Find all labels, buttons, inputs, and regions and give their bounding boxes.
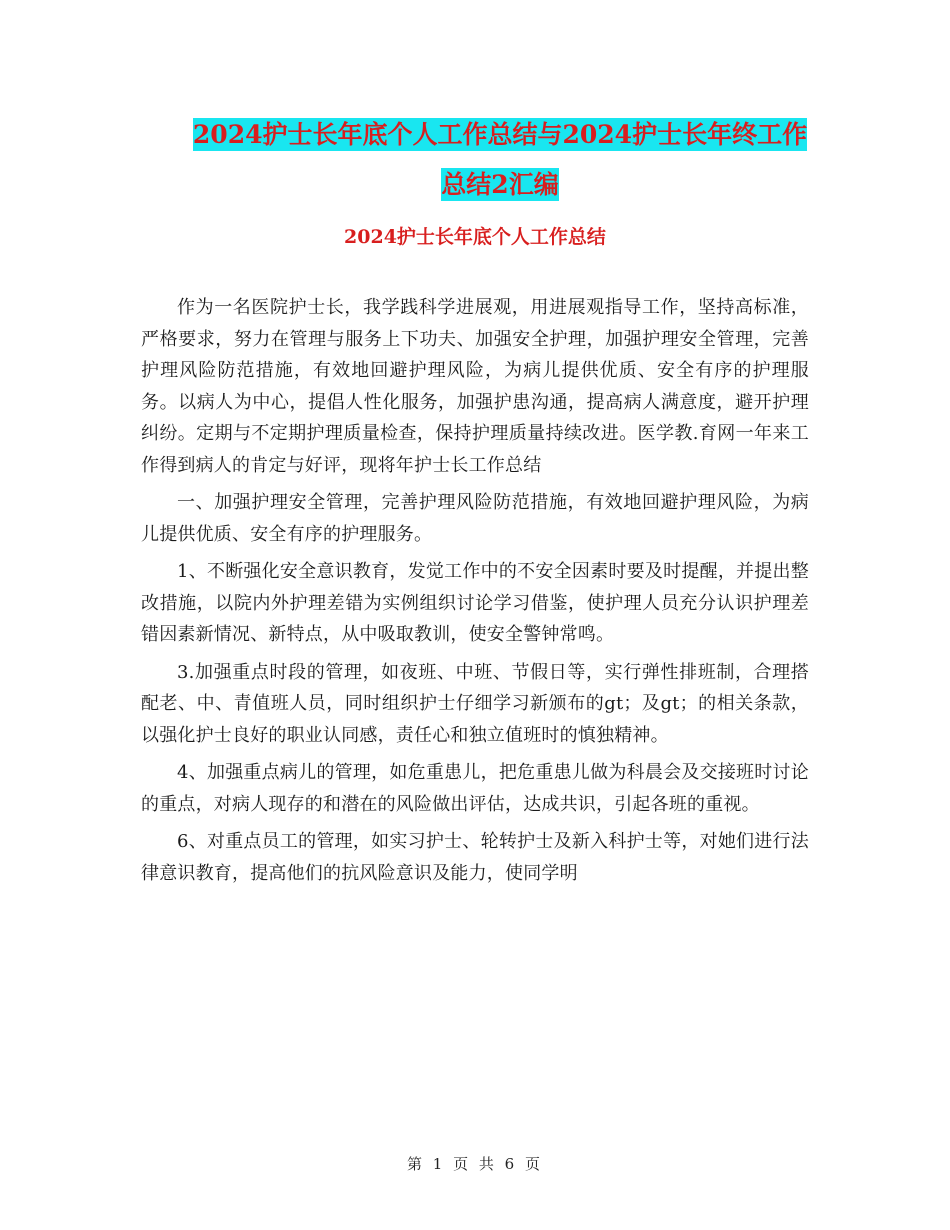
document-title-line-1: 2024护士长年底个人工作总结与2024护士长年终工作 — [192, 120, 808, 149]
paragraph: 6、对重点员工的管理，如实习护士、轮转护士及新入科护士等，对她们进行法律意识教育，提高他们的抗风险意识及能力，使同学明 — [141, 831, 809, 884]
document-title-line-2: 总结2汇编 — [441, 170, 559, 199]
paragraph: 3.加强重点时段的管理，如夜班、中班、节假日等，实行弹性排班制，合理搭配老、中、青值班人员，同时组织护士仔细学习新颁布的gt；及gt；的相关条款，以强化护士良好的职业认同感，责任心和独立值班时的慎独精神。 — [141, 661, 809, 746]
paragraph: 1、不断强化安全意识教育，发觉工作中的不安全因素时要及时提醒，并提出整改措施，以院内外护理差错为实例组织讨论学习借鉴，使护理人员充分认识护理差错因素新情况、新特点，从中吸取教训，使安全警钟常鸣。 — [141, 561, 809, 645]
paragraph: 一、加强护理安全管理，完善护理风险防范措施，有效地回避护理风险，为病儿提供优质、安全有序的护理服务。 — [141, 492, 809, 545]
paragraph: 作为一名医院护士长，我学践科学进展观，用进展观指导工作，坚持高标准，严格要求，努力在管理与服务上下功夫、加强安全护理，加强护理安全管理，完善护理风险防范措施，有效地回避护理风险，为病儿提供优质、安全有序的护理服务。以病人为中心，提倡人性化服务，加强护患沟通，提高病人满意度，避开护理纠纷。定期与不定期护理质量检查，保持护理质量持续改进。医学教.育网一年来工作得到病人的肯定与好评，现将年护士长工作总结 — [141, 297, 809, 476]
document-title — [140, 110, 860, 210]
paragraph: 4、加强重点病儿的管理，如危重患儿，把危重患儿做为科晨会及交接班时讨论的重点，对病人现存的和潜在的风险做出评估，达成共识，引起各班的重视。 — [141, 762, 809, 815]
document-body — [141, 292, 809, 895]
section-title: 2024护士长年底个人工作总结 — [344, 226, 606, 248]
page-footer: 第 1 页 共 6 页 — [407, 1155, 543, 1173]
